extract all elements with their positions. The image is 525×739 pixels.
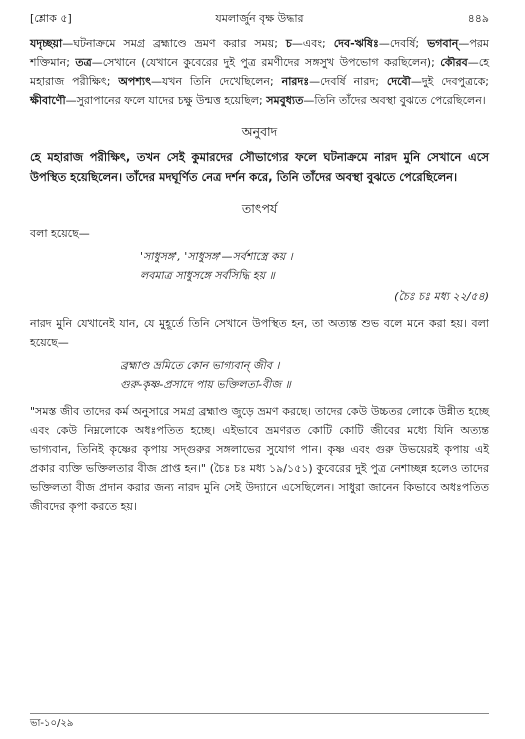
synonym-meaning: —সুরাপানের ফলে যাদের চক্ষু উন্মত্ত হয়েছিল;: [65, 94, 267, 107]
synonym-term: সমবুধ্যত: [266, 94, 304, 107]
synonym-meaning: —সেখানে (যেখানে কুবেরের দুই পুত্র রমণীদের সঙ্গসুখ উপভোগ করছিলেন);: [91, 56, 441, 69]
translation-text: হে মহারাজ পরীক্ষিৎ, তখন সেই কুমারদের সৌভাগ্যের ফলে ঘটনাক্রমে নারদ মুনি সেখানে এসে উপস্থিত হয়েছিলেন। তাঁদের মদঘূর্ণিত নেত্র দর্শন করে, তিনি তাঁদের অবস্থা বুঝতে পেরেছিলেন।: [30, 150, 489, 184]
page-number: ৪৪৯: [467, 12, 489, 25]
synonym-meaning: —দেবর্ষি নারদ;: [309, 75, 387, 88]
synonym-term: ভগবান্: [427, 37, 459, 50]
word-meanings: [30, 34, 489, 110]
synonym-term: অপশ্যৎ: [118, 75, 151, 88]
synonym-term: দেব-ঋষিঃ: [333, 37, 379, 50]
quoted-verse-2: [120, 356, 489, 394]
verse-line: 'সাধুসঙ্গ', 'সাধুসঙ্গ'—সর্বশাস্ত্রে কয় ।: [140, 250, 293, 263]
synonym-term: তত্র: [75, 56, 92, 69]
verse-reference: (চৈঃ চঃ মধ্য ২২/৫৪): [394, 290, 489, 303]
synonym-term: চ: [285, 37, 292, 50]
synonym-meaning: —এবং;: [291, 37, 334, 50]
synonym-term: ক্ষীবাণৌ: [30, 94, 66, 107]
purport-paragraph: "সমস্ত জীব তাদের কর্ম অনুসারে সমগ্র ব্রহ্মাণ্ড জুড়ে ভ্রমণ করছে। তাদের কেউ উচ্চতর লোকে উন্নীত হচ্ছে এবং কেউ নিম্নলোকে অধঃপতিত হচ্ছে। এইভাবে ভ্রমণরত কোটি কোটি জীবের মধ্যে যিনি অত্যন্ত ভাগ্যবান, তিনিই কৃষ্ণের কৃপায় সদ্গুরুর সঙ্গলাভের সুযোগ পান। কৃষ্ণ এবং গুরু উভয়েরই কৃপায় এই প্রকার ব্যক্তি ভক্তিলতার বীজ প্রাপ্ত হন।" (চৈঃ চঃ মধ্য ১৯/১৫১) কুবেরের দুই পুত্র নেশাচ্ছন্ন হলেও তাদের ভক্তিলতা বীজ প্রদান করার জন্য নারদ মুনি সেই উদ্যানে এসেছিলেন। সাধুরা জানেন কিভাবে অধঃপতিত জীবদের কৃপা করতে হয়।: [30, 405, 489, 513]
synonym-meaning: —হে মহারাজ পরীক্ষিৎ;: [30, 56, 489, 88]
verse-number: [শ্লোক ৫]: [30, 12, 72, 25]
synonym-term: যদৃচ্ছয়া: [30, 37, 63, 50]
synonym-term: কৌরব: [440, 56, 468, 69]
verse-line: গুরু-কৃষ্ণ-প্রসাদে পায় ভক্তিলতা-বীজ ॥: [120, 378, 291, 391]
chapter-title: যমলার্জুন বৃক্ষ উদ্ধার: [215, 12, 304, 25]
page-footer: ভা-১০/২৯: [30, 713, 489, 733]
translation-heading: অনুবাদ: [241, 124, 278, 139]
page-body: [30, 34, 489, 516]
purport-heading: তাৎপর্য: [241, 201, 278, 216]
page-header: [30, 10, 489, 30]
synonym-meaning: —যখন তিনি দেখেছিলেন;: [150, 75, 282, 88]
verse-line: লবমাত্র সাধুসঙ্গে সর্বসিদ্ধি হয় ॥: [140, 269, 275, 282]
synonym-term: নারদঃ: [281, 75, 310, 88]
synonym-meaning: —দুই দেবপুত্রকে;: [410, 75, 489, 88]
purport-intro: বলা হয়েছে—: [30, 227, 90, 240]
verse-line: ব্রহ্মাণ্ড ভ্রমিতে কোন ভাগ্যবান্ জীব ।: [120, 359, 280, 372]
synonym-meaning: —দেবর্ষি;: [378, 37, 428, 50]
synonym-term: দেবৌ: [386, 75, 411, 88]
quoted-verse-1: [140, 247, 489, 285]
purport-paragraph: নারদ মুনি যেখানেই যান, যে মুহূর্তে তিনি সেখানে উপস্থিত হন, তা অত্যন্ত শুভ বলে মনে করা হয়। বলা হয়েছে—: [30, 317, 489, 349]
synonym-meaning: —পরম শক্তিমান;: [30, 37, 489, 69]
synonym-meaning: —তিনি তাঁদের অবস্থা বুঝতে পেরেছিলেন।: [303, 94, 486, 107]
synonym-meaning: —ঘটনাক্রমে সমগ্র ব্রহ্মাণ্ডে ভ্রমণ করার সময়;: [62, 37, 286, 50]
